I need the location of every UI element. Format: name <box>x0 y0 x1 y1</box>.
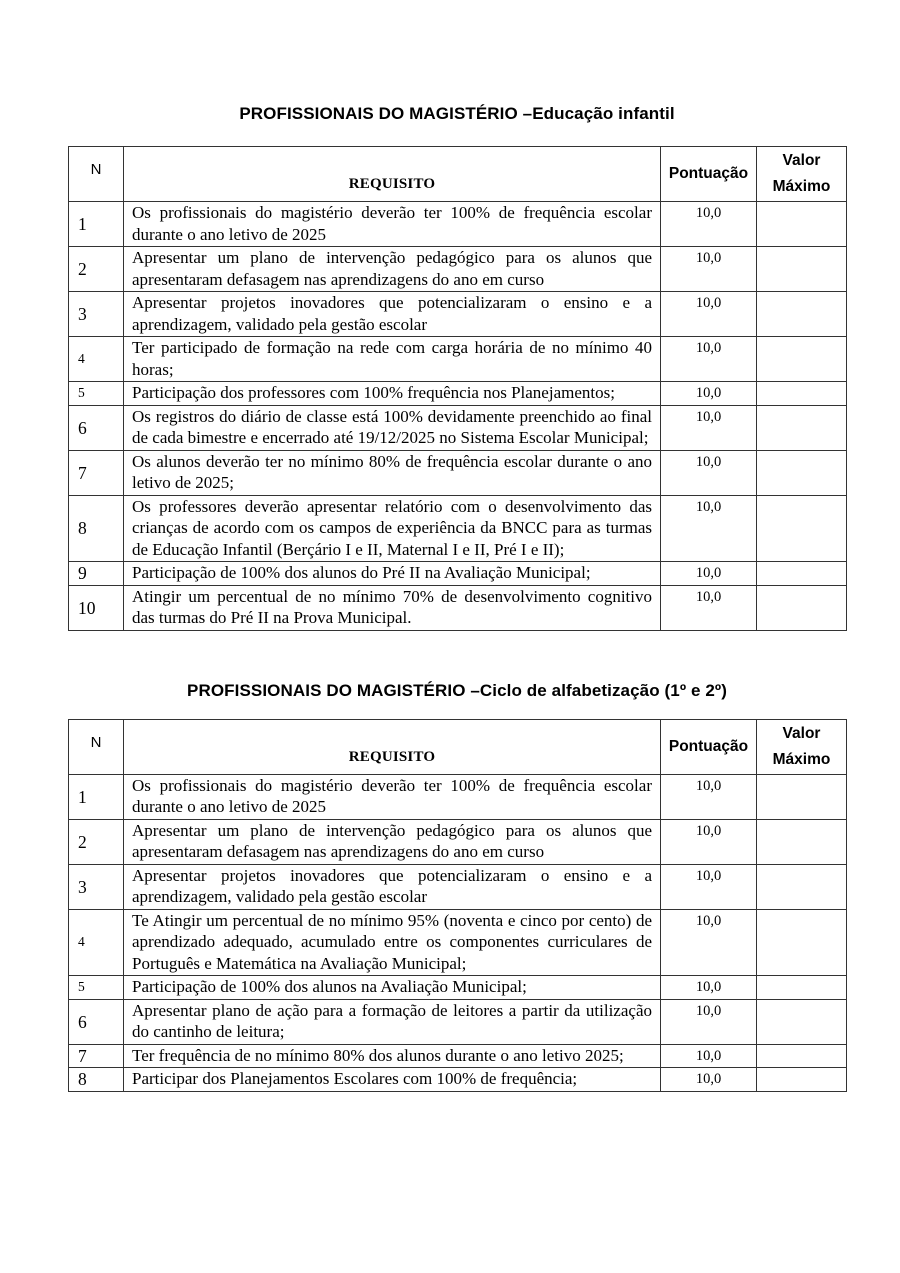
table-row <box>69 909 847 976</box>
row-number-cell: 6 <box>69 405 124 450</box>
pontuacao-cell: 10,0 <box>661 450 757 495</box>
valor-maximo-cell <box>757 247 847 292</box>
requisito-cell: Apresentar projetos inovadores que potencializaram o ensino e a aprendizagem, validado pela gestão escolar <box>124 864 661 909</box>
table-row <box>69 562 847 586</box>
row-number-cell: 5 <box>69 976 124 1000</box>
row-number-cell: 2 <box>69 819 124 864</box>
requisito-cell: Os profissionais do magistério deverão ter 100% de frequência escolar durante o ano letivo de 2025 <box>124 774 661 819</box>
row-number-cell: 1 <box>69 202 124 247</box>
row-number-cell: 3 <box>69 864 124 909</box>
pontuacao-cell: 10,0 <box>661 382 757 406</box>
requisito-cell: Os alunos deverão ter no mínimo 80% de frequência escolar durante o ano letivo de 2025; <box>124 450 661 495</box>
column-header-n: N <box>69 719 124 774</box>
table-row <box>69 819 847 864</box>
pontuacao-cell: 10,0 <box>661 495 757 562</box>
column-header-pontuacao: Pontuação <box>661 719 757 774</box>
pontuacao-cell: 10,0 <box>661 1068 757 1092</box>
requisito-cell: Ter participado de formação na rede com carga horária de no mínimo 40 horas; <box>124 337 661 382</box>
pontuacao-cell: 10,0 <box>661 292 757 337</box>
valor-maximo-cell <box>757 1044 847 1068</box>
row-number-cell: 9 <box>69 562 124 586</box>
pontuacao-cell: 10,0 <box>661 202 757 247</box>
column-header-pontuacao: Pontuação <box>661 147 757 202</box>
column-header-n: N <box>69 147 124 202</box>
pontuacao-cell: 10,0 <box>661 976 757 1000</box>
column-header-valor-maximo <box>757 719 847 774</box>
requisito-cell: Participação de 100% dos alunos na Avaliação Municipal; <box>124 976 661 1000</box>
valor-maximo-line2: Máximo <box>772 750 831 768</box>
valor-maximo-cell <box>757 819 847 864</box>
pontuacao-cell: 10,0 <box>661 562 757 586</box>
table-row <box>69 976 847 1000</box>
table-row <box>69 382 847 406</box>
section-educacao-infantil <box>68 104 846 631</box>
valor-maximo-line1: Valor <box>782 152 821 169</box>
valor-maximo-cell <box>757 976 847 1000</box>
requisitos-table-educacao-infantil <box>68 146 847 631</box>
valor-maximo-cell <box>757 774 847 819</box>
requisito-cell: Participar dos Planejamentos Escolares com 100% de frequência; <box>124 1068 661 1092</box>
valor-maximo-line2: Máximo <box>772 178 831 195</box>
table-row <box>69 450 847 495</box>
valor-maximo-cell <box>757 1068 847 1092</box>
column-header-valor-maximo <box>757 147 847 202</box>
requisito-cell: Atingir um percentual de no mínimo 70% de desenvolvimento cognitivo das turmas do Pré II na Prova Municipal. <box>124 585 661 630</box>
row-number-cell: 6 <box>69 999 124 1044</box>
requisito-cell: Apresentar um plano de intervenção pedagógico para os alunos que apresentaram defasagem nas aprendizagens do ano em curso <box>124 819 661 864</box>
requisito-cell: Participação dos professores com 100% frequência nos Planejamentos; <box>124 382 661 406</box>
pontuacao-cell: 10,0 <box>661 1044 757 1068</box>
pontuacao-cell: 10,0 <box>661 909 757 976</box>
row-number-cell: 7 <box>69 1044 124 1068</box>
valor-maximo-cell <box>757 495 847 562</box>
valor-maximo-cell <box>757 562 847 586</box>
row-number-cell: 5 <box>69 382 124 406</box>
valor-maximo-cell <box>757 864 847 909</box>
valor-maximo-cell <box>757 909 847 976</box>
valor-maximo-cell <box>757 585 847 630</box>
pontuacao-cell: 10,0 <box>661 337 757 382</box>
row-number-cell: 4 <box>69 909 124 976</box>
table-row <box>69 405 847 450</box>
requisito-cell: Os professores deverão apresentar relatório com o desenvolvimento das crianças de acordo com os campos de experiência da BNCC para as turmas de Educação Infantil (Berçário I e II, Maternal I e II, Pré I e II); <box>124 495 661 562</box>
pontuacao-cell: 10,0 <box>661 999 757 1044</box>
valor-maximo-cell <box>757 999 847 1044</box>
section-title: PROFISSIONAIS DO MAGISTÉRIO –Educação infantil <box>239 104 675 123</box>
pontuacao-cell: 10,0 <box>661 585 757 630</box>
table-row <box>69 247 847 292</box>
table-row <box>69 1068 847 1092</box>
row-number-cell: 10 <box>69 585 124 630</box>
table-row <box>69 864 847 909</box>
pontuacao-cell: 10,0 <box>661 247 757 292</box>
requisito-cell: Apresentar um plano de intervenção pedagógico para os alunos que apresentaram defasagem nas aprendizagens do ano em curso <box>124 247 661 292</box>
section-title: PROFISSIONAIS DO MAGISTÉRIO –Ciclo de alfabetização (1º e 2º) <box>187 680 727 700</box>
valor-maximo-cell <box>757 337 847 382</box>
row-number-cell: 3 <box>69 292 124 337</box>
valor-maximo-cell <box>757 382 847 406</box>
requisito-cell: Te Atingir um percentual de no mínimo 95% (noventa e cinco por cento) de aprendizado adequado, acumulado entre os componentes curriculares de Português e Matemática na Avaliação Municipal; <box>124 909 661 976</box>
section-ciclo-alfabetizacao <box>68 681 846 1092</box>
pontuacao-cell: 10,0 <box>661 774 757 819</box>
table-row <box>69 495 847 562</box>
valor-maximo-cell <box>757 202 847 247</box>
table-row <box>69 585 847 630</box>
row-number-cell: 1 <box>69 774 124 819</box>
table-row <box>69 337 847 382</box>
pontuacao-cell: 10,0 <box>661 405 757 450</box>
valor-maximo-cell <box>757 292 847 337</box>
pontuacao-cell: 10,0 <box>661 819 757 864</box>
requisito-cell: Participação de 100% dos alunos do Pré II na Avaliação Municipal; <box>124 562 661 586</box>
table-row <box>69 292 847 337</box>
requisito-cell: Apresentar plano de ação para a formação de leitores a partir da utilização do cantinho de leitura; <box>124 999 661 1044</box>
row-number-cell: 4 <box>69 337 124 382</box>
table-row <box>69 999 847 1044</box>
pontuacao-cell: 10,0 <box>661 864 757 909</box>
valor-maximo-cell <box>757 405 847 450</box>
row-number-cell: 2 <box>69 247 124 292</box>
table-header-row <box>69 147 847 202</box>
row-number-cell: 8 <box>69 495 124 562</box>
table-row <box>69 202 847 247</box>
table-row <box>69 774 847 819</box>
requisitos-table-ciclo-alfabetizacao <box>68 719 847 1092</box>
requisito-cell: Os profissionais do magistério deverão ter 100% de frequência escolar durante o ano letivo de 2025 <box>124 202 661 247</box>
requisito-cell: Apresentar projetos inovadores que potencializaram o ensino e a aprendizagem, validado pela gestão escolar <box>124 292 661 337</box>
table-row <box>69 1044 847 1068</box>
requisito-cell: Ter frequência de no mínimo 80% dos alunos durante o ano letivo 2025; <box>124 1044 661 1068</box>
row-number-cell: 8 <box>69 1068 124 1092</box>
column-header-requisito: REQUISITO <box>124 147 661 202</box>
valor-maximo-cell <box>757 450 847 495</box>
requisito-cell: Os registros do diário de classe está 100% devidamente preenchido ao final de cada bimestre e encerrado até 19/12/2025 no Sistema Escolar Municipal; <box>124 405 661 450</box>
row-number-cell: 7 <box>69 450 124 495</box>
valor-maximo-line1: Valor <box>782 724 821 742</box>
table-header-row <box>69 719 847 774</box>
column-header-requisito: REQUISITO <box>124 719 661 774</box>
